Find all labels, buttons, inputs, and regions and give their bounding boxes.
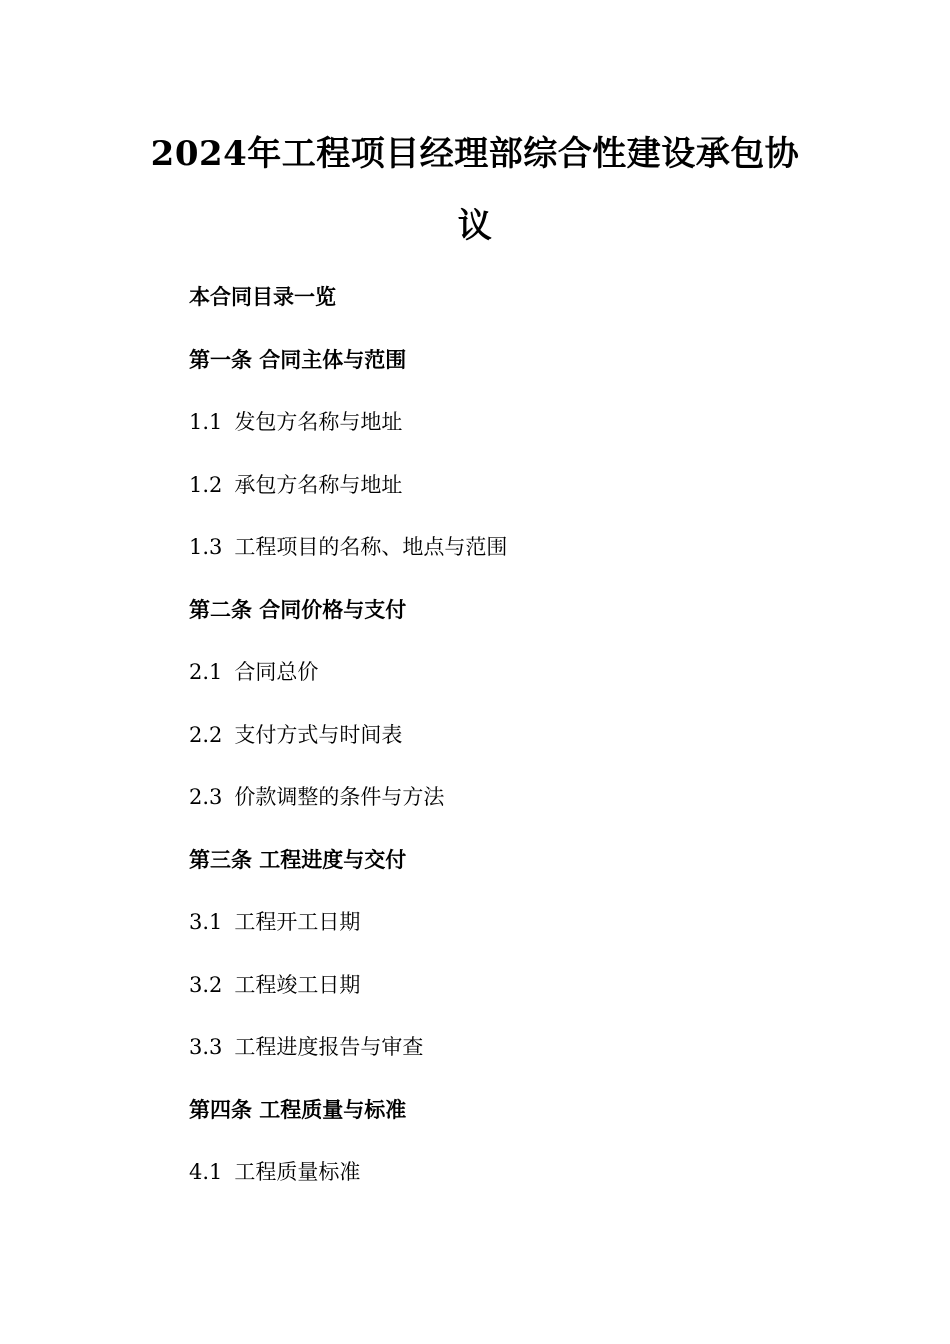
toc-heading: [189, 345, 829, 408]
toc-item-number: 4.1: [189, 1160, 223, 1184]
toc-heading: [189, 595, 829, 658]
toc-item-number: 2.3: [189, 785, 223, 809]
toc-item-text: 工程项目的名称、地点与范围: [234, 535, 508, 559]
toc-item-number: 1.1: [189, 410, 223, 434]
toc-item: [189, 657, 829, 720]
toc-heading: [189, 845, 829, 908]
toc-item: [189, 970, 829, 1033]
toc-item-text: 合同总价: [234, 660, 319, 684]
toc-item: [189, 907, 829, 970]
toc-item: [189, 782, 829, 845]
toc-item-number: 1.3: [189, 535, 223, 559]
toc-item-number: 2.2: [189, 722, 223, 747]
toc-item: [189, 470, 829, 533]
toc-item: [189, 1032, 829, 1095]
document-title-line-2: 议: [457, 206, 493, 246]
toc-item-text: 工程进度报告与审查: [234, 1035, 424, 1059]
toc-item-text: 工程质量标准: [234, 1160, 361, 1184]
toc-heading-text: 本合同目录一览: [189, 284, 336, 309]
toc-heading: [189, 282, 829, 345]
toc-item-text: 工程开工日期: [234, 910, 361, 934]
toc-heading-text: 第三条 工程进度与交付: [189, 846, 407, 872]
toc-item-text: 发包方名称与地址: [234, 410, 403, 434]
toc-item: [189, 720, 829, 783]
toc-item-number: 2.1: [189, 660, 223, 684]
toc-item-text: 价款调整的条件与方法: [234, 785, 445, 809]
toc-item: [189, 1157, 829, 1220]
toc-heading-text: 第一条 合同主体与范围: [189, 346, 407, 372]
toc-item-number: 3.2: [189, 972, 223, 997]
toc-item: [189, 532, 829, 595]
toc-heading: [189, 1095, 829, 1158]
toc-item-text: 支付方式与时间表: [234, 722, 403, 747]
table-of-contents: [189, 282, 829, 1220]
toc-item-number: 3.3: [189, 1035, 223, 1059]
toc-item-number: 3.1: [189, 910, 223, 934]
toc-item-text: 工程竣工日期: [234, 972, 361, 997]
toc-item-number: 1.2: [189, 472, 223, 497]
toc-heading-text: 第四条 工程质量与标准: [189, 1096, 407, 1122]
toc-heading-text: 第二条 合同价格与支付: [189, 596, 407, 622]
toc-item-text: 承包方名称与地址: [234, 472, 403, 497]
document-title-line-1: 2024年工程项目经理部综合性建设承包协: [150, 134, 800, 174]
toc-item: [189, 407, 829, 470]
